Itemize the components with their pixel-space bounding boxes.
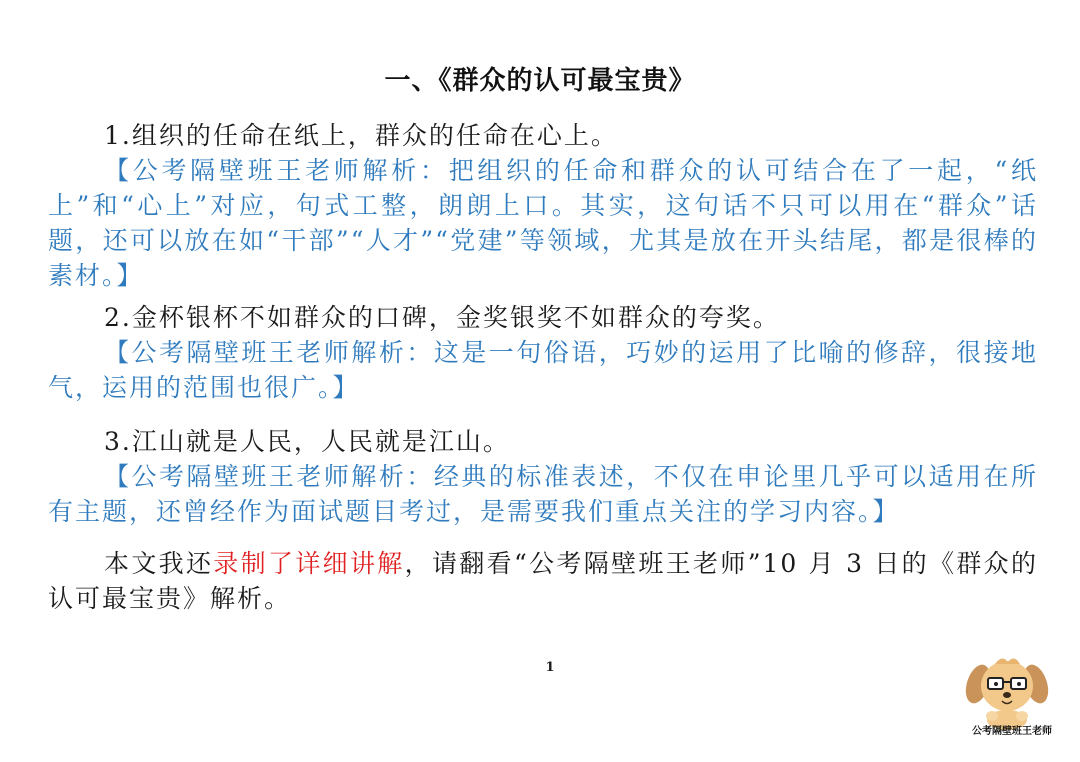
item-3 — [48, 424, 1038, 529]
closing-paragraph — [48, 546, 1038, 616]
closing-highlight: 录制了详细讲解 — [213, 549, 405, 578]
dog-mascot-icon — [962, 650, 1052, 730]
page-number: 1 — [545, 660, 555, 675]
logo-caption: 公考隔壁班王老师 — [972, 726, 1052, 737]
item-heading: 3.江山就是人民，人民就是江山。 — [104, 427, 510, 456]
page-title: 一、《群众的认可最宝贵》 — [384, 66, 696, 96]
item-analysis: 【公考隔壁班王老师解析：把组织的任命和群众的认可结合在了一起，“纸上”和“心上”对应，句式工整，朗朗上口。其实，这句话不只可以用在“群众”话题，还可以放在如“干部”“人才”“党建”等领域，尤其是放在开头结尾，都是很棒的素材。】 — [48, 156, 1038, 290]
closing-part1: 本文我还 — [104, 549, 214, 578]
item-2 — [48, 300, 1038, 405]
item-heading: 1.组织的任命在纸上，群众的任命在心上。 — [104, 121, 618, 150]
closing-part2: ，请翻看“公考隔壁班王老师”10 月 3 日的《群众的认可最宝贵》解析。 — [48, 549, 1038, 613]
item-1 — [48, 118, 1038, 293]
item-analysis: 【公考隔壁班王老师解析：这是一句俗语，巧妙的运用了比喻的修辞，很接地气，运用的范围也很广。】 — [48, 338, 1038, 402]
item-analysis: 【公考隔壁班王老师解析：经典的标准表述，不仅在申论里几乎可以适用在所有主题，还曾经作为面试题目考过，是需要我们重点关注的学习内容。】 — [48, 462, 1038, 526]
item-heading: 2.金杯银杯不如群众的口碑，金奖银奖不如群众的夸奖。 — [104, 303, 780, 332]
closing-text — [48, 546, 1038, 616]
